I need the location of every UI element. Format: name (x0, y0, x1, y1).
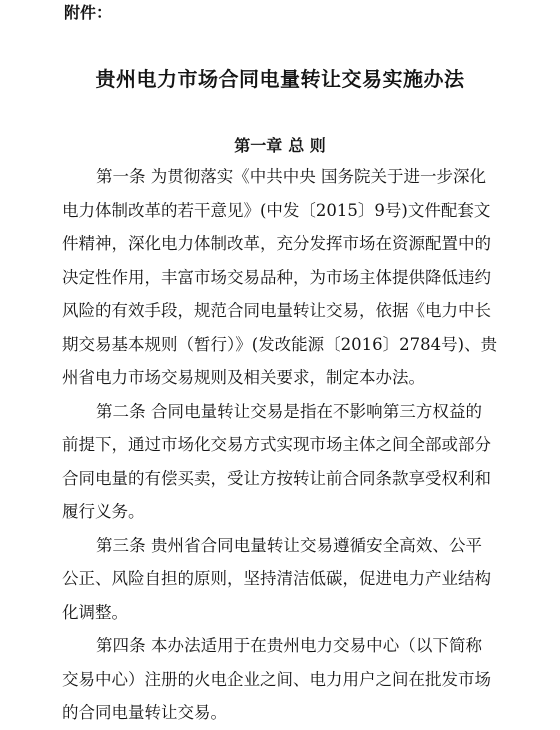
article-line: 第四条 本办法适用于在贵州电力交易中心（以下简称 (96, 636, 482, 655)
article-line: 第一条 为贯彻落实《中共中央 国务院关于进一步深化 (96, 167, 486, 186)
article-line: 件精神，深化电力体制改革，充分发挥市场在资源配置中的 (62, 234, 491, 253)
article-line: 电力体制改革的若干意见》(中发〔2015〕9号)文件配套文 (62, 200, 491, 220)
article-1 (62, 160, 498, 395)
chapter-name: 总 则 (288, 136, 326, 155)
article-line: 公正、风险自担的原则，坚持清洁低碳，促进电力产业结构 (62, 569, 491, 588)
article-line: 州省电力市场交易规则及相关要求，制定本办法。 (62, 368, 425, 387)
article-line: 前提下，通过市场化交易方式实现市场主体之间全部或部分 (62, 435, 491, 454)
article-line: 期交易基本规则（暂行）》(发改能源〔2016〕2784号)、贵 (62, 334, 498, 354)
document-body (62, 160, 498, 730)
article-line: 决定性作用，丰富市场交易品种，为市场主体提供降低违约 (62, 267, 491, 287)
article-line: 第三条 贵州省合同电量转让交易遵循安全高效、公平 (96, 535, 482, 555)
article-line: 履行义务。 (62, 502, 145, 521)
article-3 (62, 529, 491, 630)
attachment-label: 附件： (64, 3, 113, 22)
article-line: 交易中心）注册的火电企业之间、电力用户之间在批发市场 (62, 669, 491, 689)
document-title: 贵州电力市场合同电量转让交易实施办法 (95, 67, 465, 91)
chapter-heading (0, 134, 560, 158)
article-line: 的合同电量转让交易。 (62, 703, 227, 722)
article-2 (62, 395, 491, 529)
article-4 (62, 629, 491, 730)
article-line: 合同电量的有偿买卖，受让方按转让前合同条款享受权利和 (62, 468, 491, 488)
article-line: 化调整。 (62, 602, 128, 622)
chapter-number: 第一章 (234, 136, 283, 155)
article-line: 风险的有效手段，规范合同电量转让交易，依据《电力中长 (62, 301, 491, 320)
article-line: 第二条 合同电量转让交易是指在不影响第三方权益的 (96, 401, 482, 421)
